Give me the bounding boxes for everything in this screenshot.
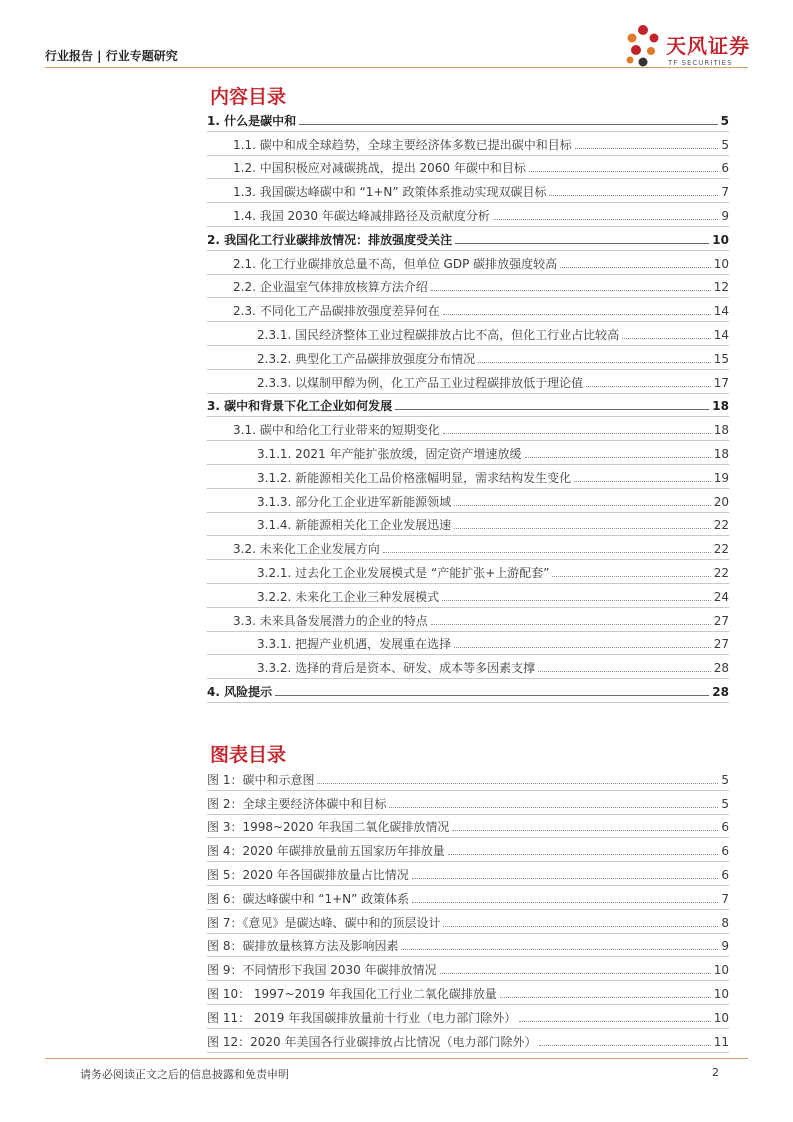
dot-leader (575, 148, 719, 149)
figure-entry[interactable] (207, 934, 729, 958)
toc-entry-page: 10 (712, 232, 729, 247)
toc-entry-title: 1. 什么是碳中和 (207, 113, 297, 128)
figure-entry-page: 5 (721, 772, 729, 787)
toc-entry-page: 18 (713, 423, 729, 438)
figure-entry[interactable] (207, 1029, 729, 1053)
toc-entry-title: 3.3. 未来具备发展潜力的企业的特点 (233, 613, 428, 628)
toc-entry[interactable] (207, 251, 729, 275)
figure-entry[interactable] (207, 1005, 729, 1029)
toc-entry[interactable] (207, 632, 729, 656)
toc-entry[interactable] (207, 441, 729, 465)
footer-divider (45, 1058, 748, 1059)
toc-entry-page: 9 (721, 208, 729, 223)
figure-entry-title: 图 4：2020 年碳排放量前五国家历年排放量 (207, 844, 445, 859)
toc-entry-page: 22 (713, 518, 729, 533)
figure-entry-page: 6 (721, 867, 729, 882)
toc-title: 内容目录 (210, 86, 287, 108)
toc-entry[interactable] (207, 179, 729, 203)
toc-entry-page: 18 (713, 446, 729, 461)
dot-leader (519, 1021, 710, 1022)
toc-entry-title: 3.1.3. 部分化工企业进军新能源领域 (257, 494, 452, 509)
toc-entry-title: 3.1. 碳中和给化工行业带来的短期变化 (233, 423, 440, 438)
toc-entry-page: 20 (713, 494, 729, 509)
figure-entry[interactable] (207, 981, 729, 1005)
toc-entry-page: 22 (713, 542, 729, 557)
company-logo (622, 18, 762, 74)
dot-leader (452, 830, 718, 831)
dot-leader (440, 973, 711, 974)
toc-entry[interactable] (207, 513, 729, 537)
toc-entry-title: 2.3.1. 国民经济整体工业过程碳排放占比不高，但化工行业占比较高 (257, 327, 620, 342)
toc-entry-page: 18 (712, 399, 729, 414)
dot-leader (412, 902, 718, 903)
page-number: 2 (712, 1066, 719, 1079)
figure-entry[interactable] (207, 838, 729, 862)
toc-entry-page: 27 (713, 637, 729, 652)
toc-entry-title: 1.3. 我国碳达峰碳中和 “1+N” 政策体系推动实现双碳目标 (233, 185, 547, 200)
figure-entry[interactable] (207, 957, 729, 981)
company-name-cn: 天风证券 (666, 34, 750, 58)
figure-entry-title: 图 12：2020 年美国各行业碳排放占比情况（电力部门除外） (207, 1034, 537, 1049)
dot-leader (317, 783, 718, 784)
dot-leader (431, 624, 711, 625)
dot-leader (442, 600, 711, 601)
dot-leader (401, 949, 718, 950)
dot-leader (443, 314, 711, 315)
figure-entry[interactable] (207, 910, 729, 934)
toc-entry-page: 14 (713, 327, 729, 342)
dot-leader (431, 290, 711, 291)
toc-entry-page: 6 (721, 161, 729, 176)
figure-entry[interactable] (207, 886, 729, 910)
dot-leader (500, 997, 711, 998)
figure-entry-page: 5 (721, 796, 729, 811)
figure-entry-title: 图 1：碳中和示意图 (207, 772, 315, 787)
figure-entry-title: 图 7：《意见》是碳达峰、碳中和的顶层设计 (207, 915, 441, 930)
toc-entry-title: 3. 碳中和背景下化工企业如何发展 (207, 399, 393, 414)
toc-entry-title: 1.1. 碳中和成全球趋势，全球主要经济体多数已提出碳中和目标 (233, 137, 572, 152)
toc-entry[interactable] (207, 489, 729, 513)
toc-entry-page: 17 (713, 375, 729, 390)
dot-leader (493, 219, 718, 220)
table-of-contents (207, 108, 729, 703)
company-name-en: TF SECURITIES (668, 59, 733, 67)
toc-entry-page: 24 (713, 589, 729, 604)
toc-entry-title: 3.1.4. 新能源相关化工企业发展迅速 (257, 518, 452, 533)
toc-entry-page: 14 (713, 304, 729, 319)
toc-entry[interactable] (207, 203, 729, 227)
toc-entry-title: 3.2.2. 未来化工企业三种发展模式 (257, 589, 440, 604)
toc-entry[interactable] (207, 417, 729, 441)
dot-leader (539, 1045, 710, 1046)
dot-leader (448, 854, 719, 855)
figure-entry-page: 10 (713, 986, 729, 1001)
toc-entry[interactable] (207, 560, 729, 584)
toc-entry-title: 2.3.3. 以煤制甲醇为例，化工产品工业过程碳排放低于理论值 (257, 375, 584, 390)
dot-leader (552, 576, 710, 577)
figures-title: 图表目录 (210, 744, 287, 766)
dot-leader (443, 433, 711, 434)
toc-entry-title: 2. 我国化工行业碳排放情况：排放强度受关注 (207, 232, 453, 247)
list-of-figures (207, 767, 729, 1053)
toc-entry[interactable] (207, 655, 729, 679)
dot-leader (549, 195, 718, 196)
figure-entry-page: 6 (721, 820, 729, 835)
toc-entry-title: 1.4. 我国 2030 年碳达峰减排路径及贡献度分析 (233, 208, 490, 223)
toc-entry[interactable] (207, 370, 729, 394)
toc-entry-page: 5 (721, 137, 729, 152)
toc-entry-title: 3.1.1. 2021 年产能扩张放缓，固定资产增速放缓 (257, 446, 522, 461)
figure-entry-title: 图 9：不同情形下我国 2030 年碳排放情况 (207, 963, 437, 978)
toc-entry[interactable] (207, 322, 729, 346)
dot-leader (454, 528, 711, 529)
dot-leader (574, 481, 711, 482)
figure-entry[interactable] (207, 862, 729, 886)
toc-entry-title: 2.1. 化工行业碳排放总量不高，但单位 GDP 碳排放强度较高 (233, 256, 558, 271)
toc-entry[interactable] (207, 679, 729, 703)
dot-leader (538, 671, 711, 672)
toc-entry-title: 2.3. 不同化工产品碳排放强度差异何在 (233, 304, 440, 319)
figure-entry-title: 图 2：全球主要经济体碳中和目标 (207, 796, 387, 811)
figure-entry-title: 图 6：碳达峰碳中和 “1+N” 政策体系 (207, 891, 410, 906)
toc-entry-title: 2.3.2. 典型化工产品碳排放强度分布情况 (257, 351, 476, 366)
toc-entry-page: 28 (712, 684, 729, 699)
toc-entry-page: 19 (713, 470, 729, 485)
figure-entry[interactable] (207, 815, 729, 839)
toc-entry-title: 3.3.2. 选择的背后是资本、研发、成本等多因素支撑 (257, 661, 536, 676)
dot-leader (478, 362, 711, 363)
dot-leader (395, 409, 709, 410)
toc-entry-page: 27 (713, 613, 729, 628)
dot-leader (275, 695, 709, 696)
toc-entry-title: 3.3.1. 把握产业机遇，发展重在选择 (257, 637, 452, 652)
toc-entry-page: 28 (713, 661, 729, 676)
toc-entry-title: 3.2. 未来化工企业发展方向 (233, 542, 380, 557)
figure-entry-page: 10 (713, 963, 729, 978)
toc-entry-title: 1.2. 中国积极应对减碳挑战，提出 2060 年碳中和目标 (233, 161, 526, 176)
dot-leader (389, 807, 718, 808)
toc-entry[interactable] (207, 108, 729, 132)
toc-entry[interactable] (207, 346, 729, 370)
report-category-label: 行业报告 | 行业专题研究 (45, 49, 178, 63)
toc-entry-page: 22 (713, 565, 729, 580)
dot-leader (454, 647, 711, 648)
toc-entry[interactable] (207, 156, 729, 180)
figure-entry-title: 图 11： 2019 年我国碳排放量前十行业（电力部门除外） (207, 1010, 517, 1025)
figure-entry-page: 9 (721, 939, 729, 954)
toc-entry-title: 4. 风险提示 (207, 684, 273, 699)
figure-entry[interactable] (207, 791, 729, 815)
figure-entry-title: 图 8：碳排放量核算方法及影响因素 (207, 939, 399, 954)
figure-entry-page: 7 (721, 891, 729, 906)
toc-entry-title: 3.1.2. 新能源相关化工品价格涨幅明显，需求结构发生变化 (257, 470, 572, 485)
toc-entry-page: 5 (720, 113, 729, 128)
toc-entry[interactable] (207, 584, 729, 608)
figure-entry-page: 10 (713, 1010, 729, 1025)
dot-leader (560, 267, 711, 268)
dot-leader (455, 243, 709, 244)
dot-leader (412, 878, 719, 879)
dot-leader (443, 926, 718, 927)
flower-logo-icon (622, 18, 664, 72)
dot-leader (525, 457, 711, 458)
toc-entry[interactable] (207, 536, 729, 560)
dot-leader (454, 505, 711, 506)
toc-entry[interactable] (207, 608, 729, 632)
dot-leader (299, 124, 718, 125)
dot-leader (383, 552, 711, 553)
toc-entry[interactable] (207, 465, 729, 489)
toc-entry-page: 12 (713, 280, 729, 295)
toc-entry-page: 10 (713, 256, 729, 271)
figure-entry[interactable] (207, 767, 729, 791)
figure-entry-title: 图 5：2020 年各国碳排放量占比情况 (207, 867, 409, 882)
figure-entry-title: 图 3：1998~2020 年我国二氧化碳排放情况 (207, 820, 450, 835)
dot-leader (529, 171, 718, 172)
toc-entry-page: 7 (721, 185, 729, 200)
figure-entry-page: 6 (721, 844, 729, 859)
disclaimer-text: 请务必阅读正文之后的信息披露和免责申明 (80, 1068, 289, 1081)
toc-entry-page: 15 (713, 351, 729, 366)
toc-entry[interactable] (207, 132, 729, 156)
toc-entry-title: 3.2.1. 过去化工企业发展模式是 “产能扩张+上游配套” (257, 565, 550, 580)
toc-entry[interactable] (207, 298, 729, 322)
figure-entry-page: 8 (721, 915, 729, 930)
toc-entry-title: 2.2. 企业温室气体排放核算方法介绍 (233, 280, 428, 295)
figure-entry-title: 图 10： 1997~2019 年我国化工行业二氧化碳排放量 (207, 986, 497, 1001)
toc-entry[interactable] (207, 227, 729, 251)
toc-entry[interactable] (207, 275, 729, 299)
dot-leader (586, 386, 711, 387)
toc-entry[interactable] (207, 394, 729, 418)
figure-entry-page: 11 (713, 1034, 729, 1049)
header-divider (45, 67, 748, 68)
dot-leader (622, 338, 711, 339)
